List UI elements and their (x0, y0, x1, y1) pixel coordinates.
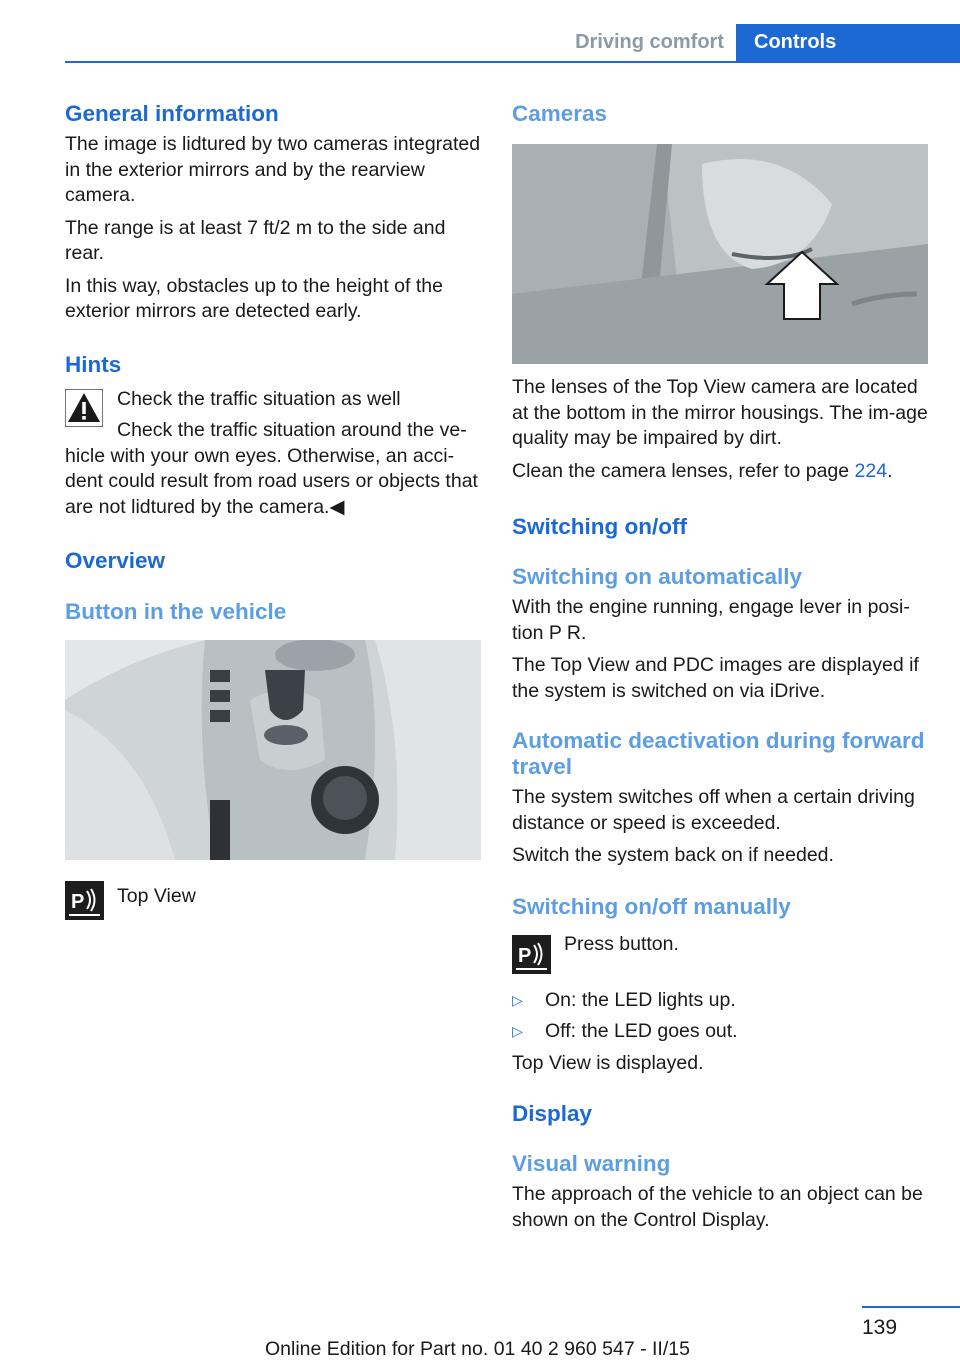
header-section-title: Driving comfort (575, 31, 724, 53)
hints-heading: Hints (65, 351, 122, 377)
top-view-pdc-icon (65, 881, 104, 920)
switching-heading: Switching on/off (512, 514, 687, 539)
general-paragraph-2: The range is at least 7 ft/2 m to the side and rear. (65, 216, 446, 264)
display-heading: Display (512, 1101, 593, 1126)
general-paragraph-1: The image is lidtured by two cameras integrated in the exterior mirrors and by the rearview camera. (65, 133, 481, 206)
warning-text (65, 418, 481, 520)
general-paragraph-3: In this way, obstacles up to the height of the exterior mirrors are detected early. (65, 274, 443, 322)
general-information-heading: General information (65, 101, 279, 126)
cameras-paragraph-1: The lenses of the Top View camera are located at the bottom in the mirror housings. The im‐age quality may be impaired by dirt. (512, 376, 928, 449)
press-button-row (512, 932, 928, 975)
cameras-p2-suffix: . (887, 459, 893, 482)
top-view-label: Top View (117, 885, 196, 907)
switching-manually-heading: Switching on/off manually (512, 893, 791, 919)
page-224-link[interactable]: 224 (854, 459, 888, 482)
top-view-button-row (65, 881, 481, 921)
top-view-pdc-icon (512, 935, 551, 974)
press-button-text: Press button. (564, 932, 679, 955)
svg-text:P: P (518, 944, 532, 967)
bullet-triangle-icon: ▷ (512, 1023, 523, 1039)
svg-text:P: P (71, 891, 85, 913)
right-column (512, 100, 928, 1233)
left-column (65, 100, 481, 921)
top-view-displayed: Top View is displayed. (512, 1051, 704, 1074)
visual-warning-paragraph: The approach of the vehicle to an object can be shown on the Control Display. (512, 1183, 923, 1231)
auto-off-paragraph-1: The system switches off when a certain driving distance or speed is exceeded. (512, 786, 915, 834)
automatic-deactivation-heading: Automatic deactivation during forward travel (512, 728, 925, 779)
exterior-mirror-photo (512, 144, 928, 364)
auto-on-paragraph-1: With the engine running, engage lever in posi‐tion P R. (512, 596, 910, 644)
auto-off-paragraph-2: Switch the system back on if needed. (512, 844, 834, 866)
overview-heading: Overview (65, 548, 166, 573)
center-console-photo (65, 640, 481, 860)
bullet-on: On: the LED lights up. (545, 988, 736, 1011)
visual-warning-heading: Visual warning (512, 1151, 671, 1176)
footer-divider (862, 1306, 960, 1308)
page-number: 139 (862, 1316, 898, 1339)
switching-on-automatically-heading: Switching on automatically (512, 564, 803, 589)
warning-block (65, 387, 481, 413)
cameras-paragraph-2 (512, 459, 928, 485)
header-divider (65, 61, 960, 63)
cameras-p2-prefix: Clean the camera lenses, refer to page (512, 459, 855, 482)
warning-triangle-icon (65, 389, 103, 427)
list-item (512, 988, 928, 1014)
warning-title: Check the traffic situation as well (117, 387, 401, 410)
button-in-vehicle-heading: Button in the vehicle (65, 599, 287, 624)
bullet-off: Off: the LED goes out. (545, 1020, 738, 1042)
bullet-triangle-icon: ▷ (512, 991, 523, 1008)
cameras-heading: Cameras (512, 101, 608, 126)
list-item (512, 1019, 928, 1045)
header-tab-controls: Controls (736, 24, 960, 63)
warning-body: Check the traffic situation around the ve‐hicle with your own eyes. Otherwise, an acci‐dent could result from road users or objects that are not lidtured by the camera.◀ (65, 419, 478, 518)
auto-on-paragraph-2: The Top View and PDC images are displayed if the system is switched on via iDrive. (512, 654, 919, 702)
led-bullet-list (512, 988, 928, 1045)
edition-text: Online Edition for Part no. 01 40 2 960 547 - II/15 (265, 1338, 690, 1360)
